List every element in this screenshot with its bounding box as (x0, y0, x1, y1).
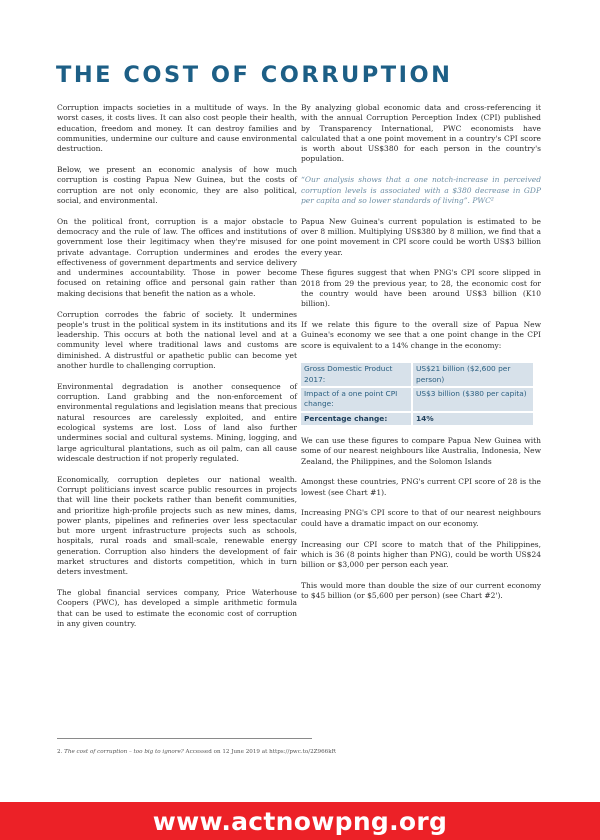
right-column (301, 103, 541, 612)
paragraph: By analyzing global economic data and cross-referencing it with the annual Corruption Perception Index (CPI) published by Transparency International, PWC economists have calculated that a one point movement in a country's CPI score is worth about US$380 for each person in the country's population. (301, 103, 541, 164)
table-cell-label: Gross Domestic Product 2017: (301, 363, 411, 386)
paragraph: Corruption impacts societies in a multitude of ways. In the worst cases, it costs lives. It can also cost people their health, education, freedom and money. It can destroy families and communities, undermine our culture and cause environmental destruction. (57, 103, 297, 154)
paragraph: We can use these figures to compare Papua New Guinea with some of our nearest neighbours like Australia, Indonesia, New Zealand, the Philippines, and the Solomon Islands (301, 435, 541, 466)
table-cell-label: Impact of a one point CPI change: (301, 388, 411, 411)
paragraph: If we relate this figure to the overall size of Papua New Guinea's economy we see that a one point change in the CPI score is equivalent to a 14% change in the economy: (301, 320, 541, 350)
paragraph: These figures suggest that when PNG's CPI score slipped in 2018 from 29 the previous year, to 28, the economic cost for the country would have been around US$3 billion (K10 billion). (301, 268, 541, 309)
footnote-source-title: The cost of corruption – too big to ignore? (64, 749, 184, 755)
table-cell-label: Percentage change: (301, 413, 411, 425)
paragraph: Environmental degradation is another consequence of corruption. Land grabbing and the non-enforcement of environmental regulations and legislation means that precious natural resources are carelessly exploited, and entire ecological systems are lost. Loss of land also further undermines social and cultural systems. Mining, logging, and large agricultural plantations, such as oil palm, can all cause widescale destruction if not properly regulated. (57, 381, 297, 463)
footnote-divider (57, 738, 312, 739)
table-cell-value: US$3 billion ($380 per capita) (413, 388, 533, 411)
economy-table (299, 361, 535, 426)
paragraph: This would more than double the size of our current economy to $45 billion (or $5,600 per person) (see Chart #2'). (301, 580, 541, 601)
paragraph: Increasing our CPI score to match that of the Philippines, which is 36 (8 points higher than PNG), could be worth US$24 billion or $3,000 per person each year. (301, 539, 541, 570)
table-row (301, 388, 533, 411)
table-cell-value: US$21 billion ($2,600 per person) (413, 363, 533, 386)
paragraph: Increasing PNG's CPI score to that of our nearest neighbours could have a dramatic impact on our economy. (301, 508, 541, 528)
paragraph: Amongst these countries, PNG's current CPI score of 28 is the lowest (see Chart #1). (301, 477, 541, 497)
pwc-quote: “Our analysis shows that a one notch-increase in perceived corruption levels is associated with a $380 decrease in GDP per capita and so lower standards of living”. PWC² (301, 175, 541, 205)
paragraph: On the political front, corruption is a major obstacle to democracy and the rule of law. The offices and institutions of government lose their legitimacy when they're misused for private advantage. Corruption undermines and erodes the effectiveness of government departments and service delivery and undermines accountability. Those in power become focused on retaining office and personal gain rather than making decisions that benefit the nation as a whole. (57, 216, 297, 298)
left-column (57, 103, 297, 640)
footnote-source-details: Accessed on 12 June 2019 at https://pwc.to/2Z966kR (183, 749, 336, 755)
footer-banner (0, 802, 600, 840)
footnote-number: 2. (57, 749, 63, 755)
table-cell-value: 14% (413, 413, 533, 425)
paragraph: The global financial services company, Price Waterhouse Coopers (PWC), has developed a simple arithmetic formula that can be used to estimate the economic cost of corruption in any given country. (57, 588, 297, 629)
paragraph: Corruption corrodes the fabric of society. It undermines people's trust in the political system in its institutions and its leadership. This occurs at both the national level and at a community level where traditional laws and customs are diminished. A distrustful or apathetic public can become yet another hurdle to challenging corruption. (57, 309, 297, 371)
table-row (301, 413, 533, 425)
table-row (301, 363, 533, 386)
footer-url[interactable]: www.actnowpng.org (152, 806, 448, 836)
paragraph: Papua New Guinea's current population is estimated to be over 8 million. Multiplying US$380 by 8 million, we find that a one point movement in CPI score could be worth US$3 billion every year. (301, 216, 541, 257)
footnote (57, 749, 537, 755)
paragraph: Below, we present an economic analysis of how much corruption is costing Papua New Guinea, but the costs of corruption are not only economic, they are also political, social, and environmental. (57, 164, 297, 205)
page-title: THE COST OF CORRUPTION (56, 62, 453, 88)
paragraph: Economically, corruption depletes our national wealth. Corrupt politicians invest scarce public resources in projects that will line their pockets rather than benefit communities, and prioritize high-profile projects such as new mines, dams, power plants, pipelines and refineries over less spectacular but more urgent infrastructure projects such as schools, hospitals, rural roads and small-scale, renewable energy generation. Corruption also hinders the development of fair market structures and distorts competition, which in turn deters investment. (57, 474, 297, 577)
